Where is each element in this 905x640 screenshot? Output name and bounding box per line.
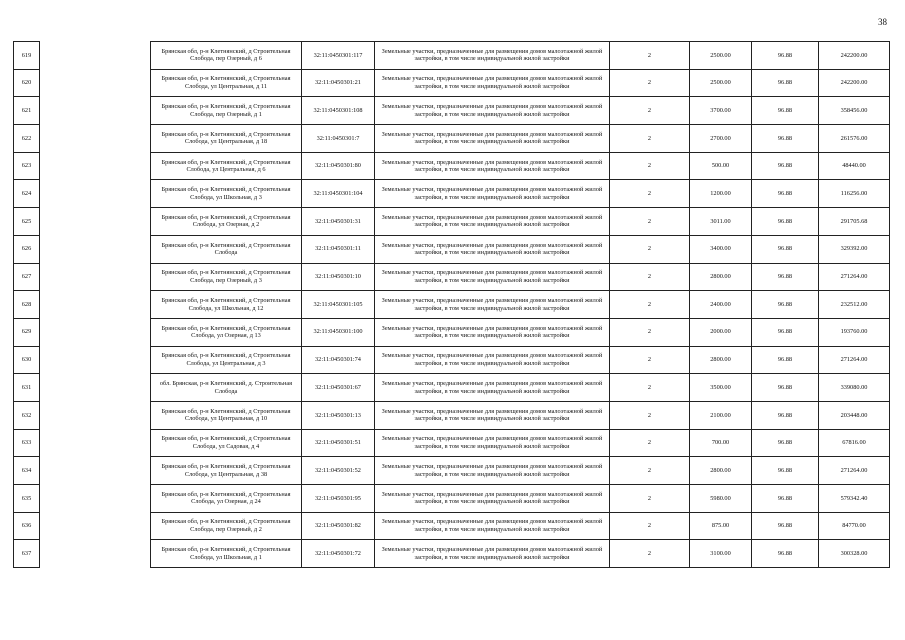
permitted-use-cell: Земельные участки, предназначенные для размещения домов малоэтажной жилой застройки, в том числе индивидуальной жилой застройки (375, 97, 610, 125)
cadastral-value-cell: 232512.00 (819, 291, 890, 319)
permitted-use-cell: Земельные участки, предназначенные для размещения домов малоэтажной жилой застройки, в том числе индивидуальной жилой застройки (375, 291, 610, 319)
table-row (14, 346, 890, 374)
table-row (14, 69, 890, 97)
row-number-cell: 624 (14, 180, 40, 208)
cadastral-number-cell: 32:11:0450301:104 (302, 180, 375, 208)
cadastral-value-cell: 203448.00 (819, 401, 890, 429)
cadastral-value-cell: 358456.00 (819, 97, 890, 125)
row-number-cell: 635 (14, 485, 40, 513)
area-cell: 2500.00 (690, 69, 752, 97)
cadastral-number-cell: 32:11:0450301:100 (302, 318, 375, 346)
area-cell: 2100.00 (690, 401, 752, 429)
table-row (14, 291, 890, 319)
group-cell: 2 (610, 42, 690, 70)
address-cell: обл. Брянская, р-н Клетнянский, д. Строительная Слобода (151, 374, 302, 402)
cadastral-number-cell: 32:11:0450301:74 (302, 346, 375, 374)
permitted-use-cell: Земельные участки, предназначенные для размещения домов малоэтажной жилой застройки, в том числе индивидуальной жилой застройки (375, 208, 610, 236)
table-row (14, 540, 890, 568)
empty-cell (40, 401, 151, 429)
empty-cell (40, 208, 151, 236)
table-body (14, 42, 890, 568)
permitted-use-cell: Земельные участки, предназначенные для размещения домов малоэтажной жилой застройки, в том числе индивидуальной жилой застройки (375, 540, 610, 568)
land-plot-table (13, 41, 890, 568)
area-cell: 3700.00 (690, 97, 752, 125)
cadastral-number-cell: 32:11:0450301:80 (302, 152, 375, 180)
group-cell: 2 (610, 429, 690, 457)
row-number-cell: 623 (14, 152, 40, 180)
address-cell: Брянская обл, р-н Клетнянский, д Строительная Слобода, ул Садовая, д 4 (151, 429, 302, 457)
empty-cell (40, 235, 151, 263)
area-cell: 2000.00 (690, 318, 752, 346)
row-number-cell: 619 (14, 42, 40, 70)
row-number-cell: 626 (14, 235, 40, 263)
permitted-use-cell: Земельные участки, предназначенные для размещения домов малоэтажной жилой застройки, в том числе индивидуальной жилой застройки (375, 152, 610, 180)
rate-cell: 96.88 (752, 318, 819, 346)
cadastral-value-cell: 271264.00 (819, 263, 890, 291)
area-cell: 500.00 (690, 152, 752, 180)
cadastral-value-cell: 261576.00 (819, 125, 890, 153)
cadastral-number-cell: 32:11:0450301:105 (302, 291, 375, 319)
rate-cell: 96.88 (752, 401, 819, 429)
table-row (14, 263, 890, 291)
group-cell: 2 (610, 291, 690, 319)
rate-cell: 96.88 (752, 42, 819, 70)
cadastral-number-cell: 32:11:0450301:52 (302, 457, 375, 485)
cadastral-value-cell: 271264.00 (819, 346, 890, 374)
rate-cell: 96.88 (752, 429, 819, 457)
permitted-use-cell: Земельные участки, предназначенные для размещения домов малоэтажной жилой застройки, в том числе индивидуальной жилой застройки (375, 512, 610, 540)
permitted-use-cell: Земельные участки, предназначенные для размещения домов малоэтажной жилой застройки, в том числе индивидуальной жилой застройки (375, 401, 610, 429)
row-number-cell: 637 (14, 540, 40, 568)
row-number-cell: 628 (14, 291, 40, 319)
empty-cell (40, 263, 151, 291)
permitted-use-cell: Земельные участки, предназначенные для размещения домов малоэтажной жилой застройки, в том числе индивидуальной жилой застройки (375, 429, 610, 457)
empty-cell (40, 97, 151, 125)
group-cell: 2 (610, 540, 690, 568)
table-row (14, 208, 890, 236)
area-cell: 2700.00 (690, 125, 752, 153)
group-cell: 2 (610, 263, 690, 291)
address-cell: Брянская обл, р-н Клетнянский, д Строительная Слобода, ул Центральная, д 11 (151, 69, 302, 97)
table-row (14, 180, 890, 208)
cadastral-value-cell: 116256.00 (819, 180, 890, 208)
permitted-use-cell: Земельные участки, предназначенные для размещения домов малоэтажной жилой застройки, в том числе индивидуальной жилой застройки (375, 180, 610, 208)
row-number-cell: 620 (14, 69, 40, 97)
address-cell: Брянская обл, р-н Клетнянский, д Строительная Слобода (151, 235, 302, 263)
group-cell: 2 (610, 180, 690, 208)
address-cell: Брянская обл, р-н Клетнянский, д Строительная Слобода, ул Центральная, д 6 (151, 152, 302, 180)
group-cell: 2 (610, 69, 690, 97)
empty-cell (40, 125, 151, 153)
empty-cell (40, 42, 151, 70)
empty-cell (40, 69, 151, 97)
table-row (14, 318, 890, 346)
cadastral-number-cell: 32:11:0450301:13 (302, 401, 375, 429)
permitted-use-cell: Земельные участки, предназначенные для размещения домов малоэтажной жилой застройки, в том числе индивидуальной жилой застройки (375, 42, 610, 70)
permitted-use-cell: Земельные участки, предназначенные для размещения домов малоэтажной жилой застройки, в том числе индивидуальной жилой застройки (375, 457, 610, 485)
area-cell: 1200.00 (690, 180, 752, 208)
rate-cell: 96.88 (752, 208, 819, 236)
table-row (14, 457, 890, 485)
table-row (14, 485, 890, 513)
table-row (14, 512, 890, 540)
cadastral-value-cell: 329392.00 (819, 235, 890, 263)
cadastral-number-cell: 32:11:0450301:31 (302, 208, 375, 236)
group-cell: 2 (610, 318, 690, 346)
table-row (14, 235, 890, 263)
cadastral-number-cell: 32:11:0450301:72 (302, 540, 375, 568)
address-cell: Брянская обл, р-н Клетнянский, д Строительная Слобода, пер Озерный, д 1 (151, 97, 302, 125)
cadastral-number-cell: 32:11:0450301:10 (302, 263, 375, 291)
group-cell: 2 (610, 374, 690, 402)
empty-cell (40, 152, 151, 180)
area-cell: 3400.00 (690, 235, 752, 263)
row-number-cell: 631 (14, 374, 40, 402)
row-number-cell: 625 (14, 208, 40, 236)
address-cell: Брянская обл, р-н Клетнянский, д Строительная Слобода, ул Школьная, д 1 (151, 540, 302, 568)
cadastral-value-cell: 339080.00 (819, 374, 890, 402)
rate-cell: 96.88 (752, 263, 819, 291)
rate-cell: 96.88 (752, 540, 819, 568)
address-cell: Брянская обл, р-н Клетнянский, д Строительная Слобода, ул Центральная, д 18 (151, 125, 302, 153)
permitted-use-cell: Земельные участки, предназначенные для размещения домов малоэтажной жилой застройки, в том числе индивидуальной жилой застройки (375, 346, 610, 374)
address-cell: Брянская обл, р-н Клетнянский, д Строительная Слобода, ул Центральная, д 10 (151, 401, 302, 429)
cadastral-value-cell: 300328.00 (819, 540, 890, 568)
table-row (14, 42, 890, 70)
cadastral-value-cell: 84770.00 (819, 512, 890, 540)
rate-cell: 96.88 (752, 291, 819, 319)
cadastral-value-cell: 291705.68 (819, 208, 890, 236)
cadastral-number-cell: 32:11:0450301:11 (302, 235, 375, 263)
address-cell: Брянская обл, р-н Клетнянский, д Строительная Слобода, ул Озерная, д 13 (151, 318, 302, 346)
empty-cell (40, 540, 151, 568)
row-number-cell: 622 (14, 125, 40, 153)
table-row (14, 97, 890, 125)
rate-cell: 96.88 (752, 125, 819, 153)
table-row (14, 152, 890, 180)
empty-cell (40, 485, 151, 513)
table-row (14, 374, 890, 402)
permitted-use-cell: Земельные участки, предназначенные для размещения домов малоэтажной жилой застройки, в том числе индивидуальной жилой застройки (375, 485, 610, 513)
empty-cell (40, 180, 151, 208)
area-cell: 3011.00 (690, 208, 752, 236)
area-cell: 2500.00 (690, 42, 752, 70)
address-cell: Брянская обл, р-н Клетнянский, д Строительная Слобода, ул Школьная, д 12 (151, 291, 302, 319)
table-row (14, 429, 890, 457)
row-number-cell: 634 (14, 457, 40, 485)
area-cell: 700.00 (690, 429, 752, 457)
area-cell: 3500.00 (690, 374, 752, 402)
row-number-cell: 630 (14, 346, 40, 374)
area-cell: 2800.00 (690, 346, 752, 374)
group-cell: 2 (610, 485, 690, 513)
cadastral-number-cell: 32:11:0450301:67 (302, 374, 375, 402)
rate-cell: 96.88 (752, 485, 819, 513)
address-cell: Брянская обл, р-н Клетнянский, д Строительная Слобода, ул Озерная, д 2 (151, 208, 302, 236)
rate-cell: 96.88 (752, 457, 819, 485)
rate-cell: 96.88 (752, 512, 819, 540)
rate-cell: 96.88 (752, 346, 819, 374)
cadastral-value-cell: 193760.00 (819, 318, 890, 346)
group-cell: 2 (610, 401, 690, 429)
area-cell: 2400.00 (690, 291, 752, 319)
empty-cell (40, 346, 151, 374)
area-cell: 2800.00 (690, 263, 752, 291)
address-cell: Брянская обл, р-н Клетнянский, д Строительная Слобода, ул Озерная, д 24 (151, 485, 302, 513)
rate-cell: 96.88 (752, 235, 819, 263)
permitted-use-cell: Земельные участки, предназначенные для размещения домов малоэтажной жилой застройки, в том числе индивидуальной жилой застройки (375, 374, 610, 402)
group-cell: 2 (610, 125, 690, 153)
permitted-use-cell: Земельные участки, предназначенные для размещения домов малоэтажной жилой застройки, в том числе индивидуальной жилой застройки (375, 318, 610, 346)
page-number: 38 (878, 17, 887, 27)
cadastral-number-cell: 32:11:0450301:117 (302, 42, 375, 70)
cadastral-number-cell: 32:11:0450301:108 (302, 97, 375, 125)
area-cell: 3100.00 (690, 540, 752, 568)
address-cell: Брянская обл, р-н Клетнянский, д Строительная Слобода, ул Центральная, д 38 (151, 457, 302, 485)
area-cell: 2800.00 (690, 457, 752, 485)
area-cell: 5980.00 (690, 485, 752, 513)
address-cell: Брянская обл, р-н Клетнянский, д Строительная Слобода, пер Озерный, д 6 (151, 42, 302, 70)
permitted-use-cell: Земельные участки, предназначенные для размещения домов малоэтажной жилой застройки, в том числе индивидуальной жилой застройки (375, 235, 610, 263)
rate-cell: 96.88 (752, 180, 819, 208)
row-number-cell: 629 (14, 318, 40, 346)
cadastral-value-cell: 242200.00 (819, 42, 890, 70)
group-cell: 2 (610, 208, 690, 236)
group-cell: 2 (610, 152, 690, 180)
cadastral-value-cell: 579342.40 (819, 485, 890, 513)
empty-cell (40, 512, 151, 540)
area-cell: 875.00 (690, 512, 752, 540)
empty-cell (40, 429, 151, 457)
cadastral-number-cell: 32:11:0450301:7 (302, 125, 375, 153)
row-number-cell: 636 (14, 512, 40, 540)
empty-cell (40, 318, 151, 346)
row-number-cell: 633 (14, 429, 40, 457)
group-cell: 2 (610, 457, 690, 485)
group-cell: 2 (610, 97, 690, 125)
address-cell: Брянская обл, р-н Клетнянский, д Строительная Слобода, пер Озерный, д 3 (151, 263, 302, 291)
cadastral-number-cell: 32:11:0450301:82 (302, 512, 375, 540)
rate-cell: 96.88 (752, 97, 819, 125)
cadastral-value-cell: 242200.00 (819, 69, 890, 97)
empty-cell (40, 374, 151, 402)
cadastral-number-cell: 32:11:0450301:21 (302, 69, 375, 97)
cadastral-value-cell: 48440.00 (819, 152, 890, 180)
row-number-cell: 632 (14, 401, 40, 429)
address-cell: Брянская обл, р-н Клетнянский, д Строительная Слобода, пер Озерный, д 2 (151, 512, 302, 540)
cadastral-number-cell: 32:11:0450301:51 (302, 429, 375, 457)
group-cell: 2 (610, 346, 690, 374)
cadastral-value-cell: 67816.00 (819, 429, 890, 457)
rate-cell: 96.88 (752, 374, 819, 402)
address-cell: Брянская обл, р-н Клетнянский, д Строительная Слобода, ул Школьная, д 3 (151, 180, 302, 208)
permitted-use-cell: Земельные участки, предназначенные для размещения домов малоэтажной жилой застройки, в том числе индивидуальной жилой застройки (375, 125, 610, 153)
row-number-cell: 621 (14, 97, 40, 125)
row-number-cell: 627 (14, 263, 40, 291)
group-cell: 2 (610, 235, 690, 263)
group-cell: 2 (610, 512, 690, 540)
permitted-use-cell: Земельные участки, предназначенные для размещения домов малоэтажной жилой застройки, в том числе индивидуальной жилой застройки (375, 69, 610, 97)
address-cell: Брянская обл, р-н Клетнянский, д Строительная Слобода, ул Центральная, д 3 (151, 346, 302, 374)
empty-cell (40, 457, 151, 485)
table-row (14, 125, 890, 153)
permitted-use-cell: Земельные участки, предназначенные для размещения домов малоэтажной жилой застройки, в том числе индивидуальной жилой застройки (375, 263, 610, 291)
rate-cell: 96.88 (752, 69, 819, 97)
rate-cell: 96.88 (752, 152, 819, 180)
cadastral-number-cell: 32:11:0450301:95 (302, 485, 375, 513)
cadastral-value-cell: 271264.00 (819, 457, 890, 485)
empty-cell (40, 291, 151, 319)
table-row (14, 401, 890, 429)
